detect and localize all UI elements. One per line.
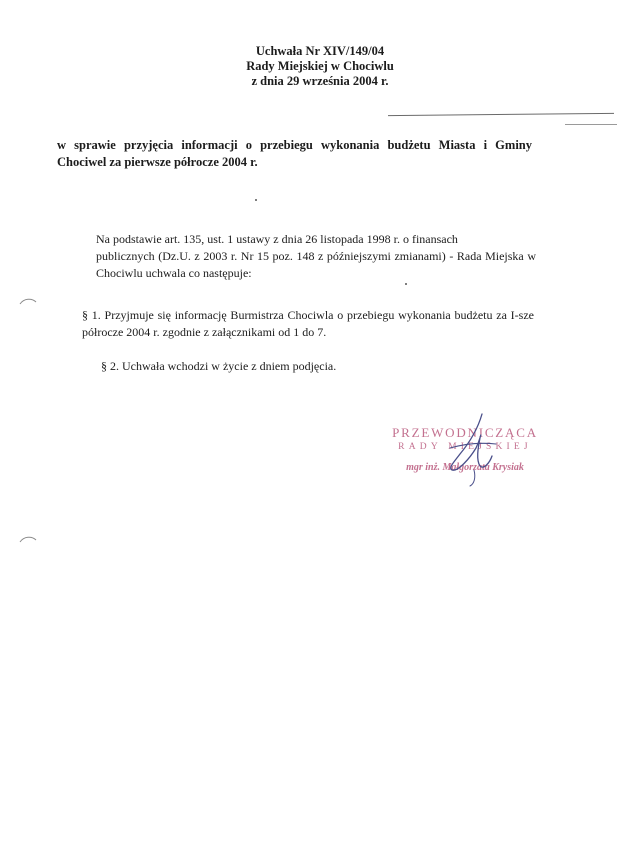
handwritten-signature	[430, 408, 510, 488]
header-divider-line-secondary	[565, 124, 617, 125]
paragraph-2: § 2. Uchwała wchodzi w życie z dniem podjęcia.	[101, 359, 337, 373]
punch-hole-mark	[18, 296, 38, 306]
stamp-name: mgr inż. Małgorzata Krysiak	[406, 462, 524, 473]
stamp-council: RADY MIEJSKIEJ	[398, 442, 532, 452]
stamp-title: PRZEWODNICZĄCA	[392, 425, 538, 440]
resolution-number: Uchwała Nr XIV/149/04	[255, 44, 385, 58]
scan-speck	[405, 283, 407, 285]
resolution-date: z dnia 29 września 2004 r.	[251, 74, 389, 88]
legal-basis-paragraph	[96, 231, 536, 282]
council-name: Rady Miejskiej w Chociwlu	[246, 59, 394, 73]
legal-basis-first-line: Na podstawie art. 135, ust. 1 ustawy z dnia 26 listopada 1998 r. o finansach	[96, 232, 458, 246]
paragraph-1: § 1. Przyjmuje się informację Burmistrza Chociwla o przebiegu wykonania budżetu za I-sze półrocze 2004 r. zgodnie z załącznikami od 1 do 7.	[82, 308, 534, 339]
scan-speck	[255, 199, 257, 201]
resolution-header	[140, 44, 500, 89]
punch-hole-mark	[18, 534, 38, 544]
resolution-subject: w sprawie przyjęcia informacji o przebiegu wykonania budżetu Miasta i Gminy Chociwel za pierwsze półrocze 2004 r.	[57, 138, 532, 169]
header-divider-line	[388, 113, 614, 116]
legal-basis-continuation: publicznych (Dz.U. z 2003 r. Nr 15 poz. 148 z późniejszymi zmianami) - Rada Miejska w Chociwlu uchwala co następuje:	[96, 249, 536, 280]
